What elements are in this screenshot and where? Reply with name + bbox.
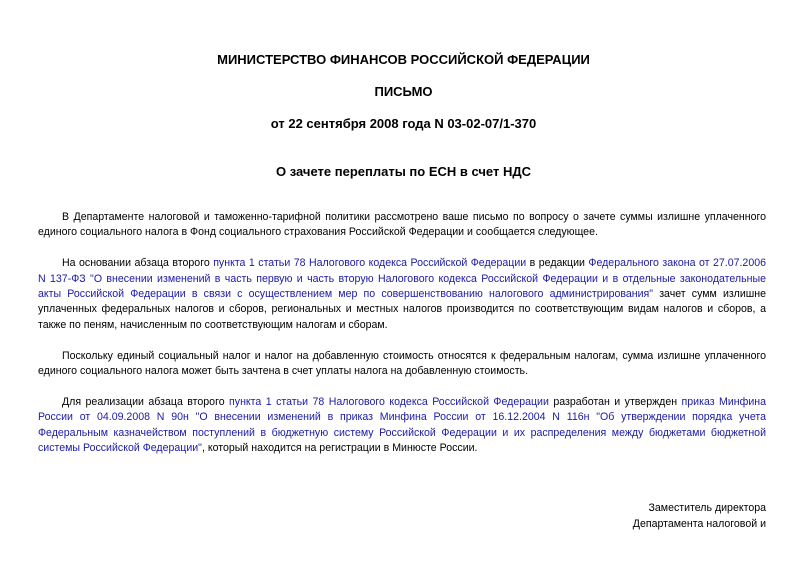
paragraph-3 [38,349,766,380]
link-minfin-order-90n[interactable]: приказ Минфина России от 04.09.2008 N 90н "О внесении изменений в приказ Минфина России от 16.12.2004 N 116н "Об утверждении порядка учета Федеральным казначейством поступлений в бюджетную систему Российской Федерации и их распределения между бюджетами бюджетной системы Российской Федерации" [38,395,766,455]
document-type: ПИСЬМО [374,84,433,99]
paragraph-2-text-c: зачет сумм излишне уплаченных федеральных налогов и сборов, региональных и местных налогов производится по соответствующим видам налогов и сборов, а также по пеням, начисленным по соответствующим налогам и сборам. [38,288,767,331]
document-subject: О зачете переплаты по ЕСН в счет НДС [276,164,531,179]
link-tax-code-art78-2[interactable]: пункта 1 статьи 78 Налогового кодекса Российской Федерации [229,395,549,408]
link-tax-code-art78[interactable]: пункта 1 статьи 78 Налогового кодекса Российской Федерации [213,257,527,270]
document-body [38,210,766,456]
signature-department: Департамента налоговой и [632,518,766,530]
link-federal-law-137fz[interactable]: Федерального закона от 27.07.2006 N 137-ФЗ "О внесении изменений в часть первую и часть вторую Налогового кодекса Российской Федерации и в отдельные законодательные акты Российской Федерации в связи с осуществлением мер по совершенствованию налогового администрирования" [38,257,766,301]
ministry-title: МИНИСТЕРСТВО ФИНАНСОВ РОССИЙСКОЙ ФЕДЕРАЦИИ [217,52,590,67]
paragraph-2-text-a: На основании абзаца второго [62,257,214,270]
paragraph-4-text-b: разработан и утвержден [548,395,682,408]
paragraph-3-text: Поскольку единый социальный налог и налог на добавленную стоимость относятся к федеральным налогам, сумма излишне уплаченного единого социального налога может быть зачтена в счет уплаты налога на добавленную стоимость. [38,349,766,378]
paragraph-2 [38,256,766,333]
paragraph-1-text: В Департаменте налоговой и таможенно-тарифной политики рассмотрено ваше письмо по вопросу о зачете суммы излишне уплаченного единого социального налога в Фонд социального страхования Российской Федерации и сообщается следующее. [38,211,766,239]
document-date-number: от 22 сентября 2008 года N 03-02-07/1-370 [270,116,537,131]
signature-block [633,500,766,532]
paragraph-4 [38,395,766,457]
paragraph-1 [38,210,766,241]
paragraph-4-text-a: Для реализации абзаца второго [62,395,230,408]
paragraph-4-text-c: , который находится на регистрации в Минюсте России. [201,442,478,455]
paragraph-2-text-b: в редакции [526,257,589,270]
signature-position: Заместитель директора [648,502,766,514]
